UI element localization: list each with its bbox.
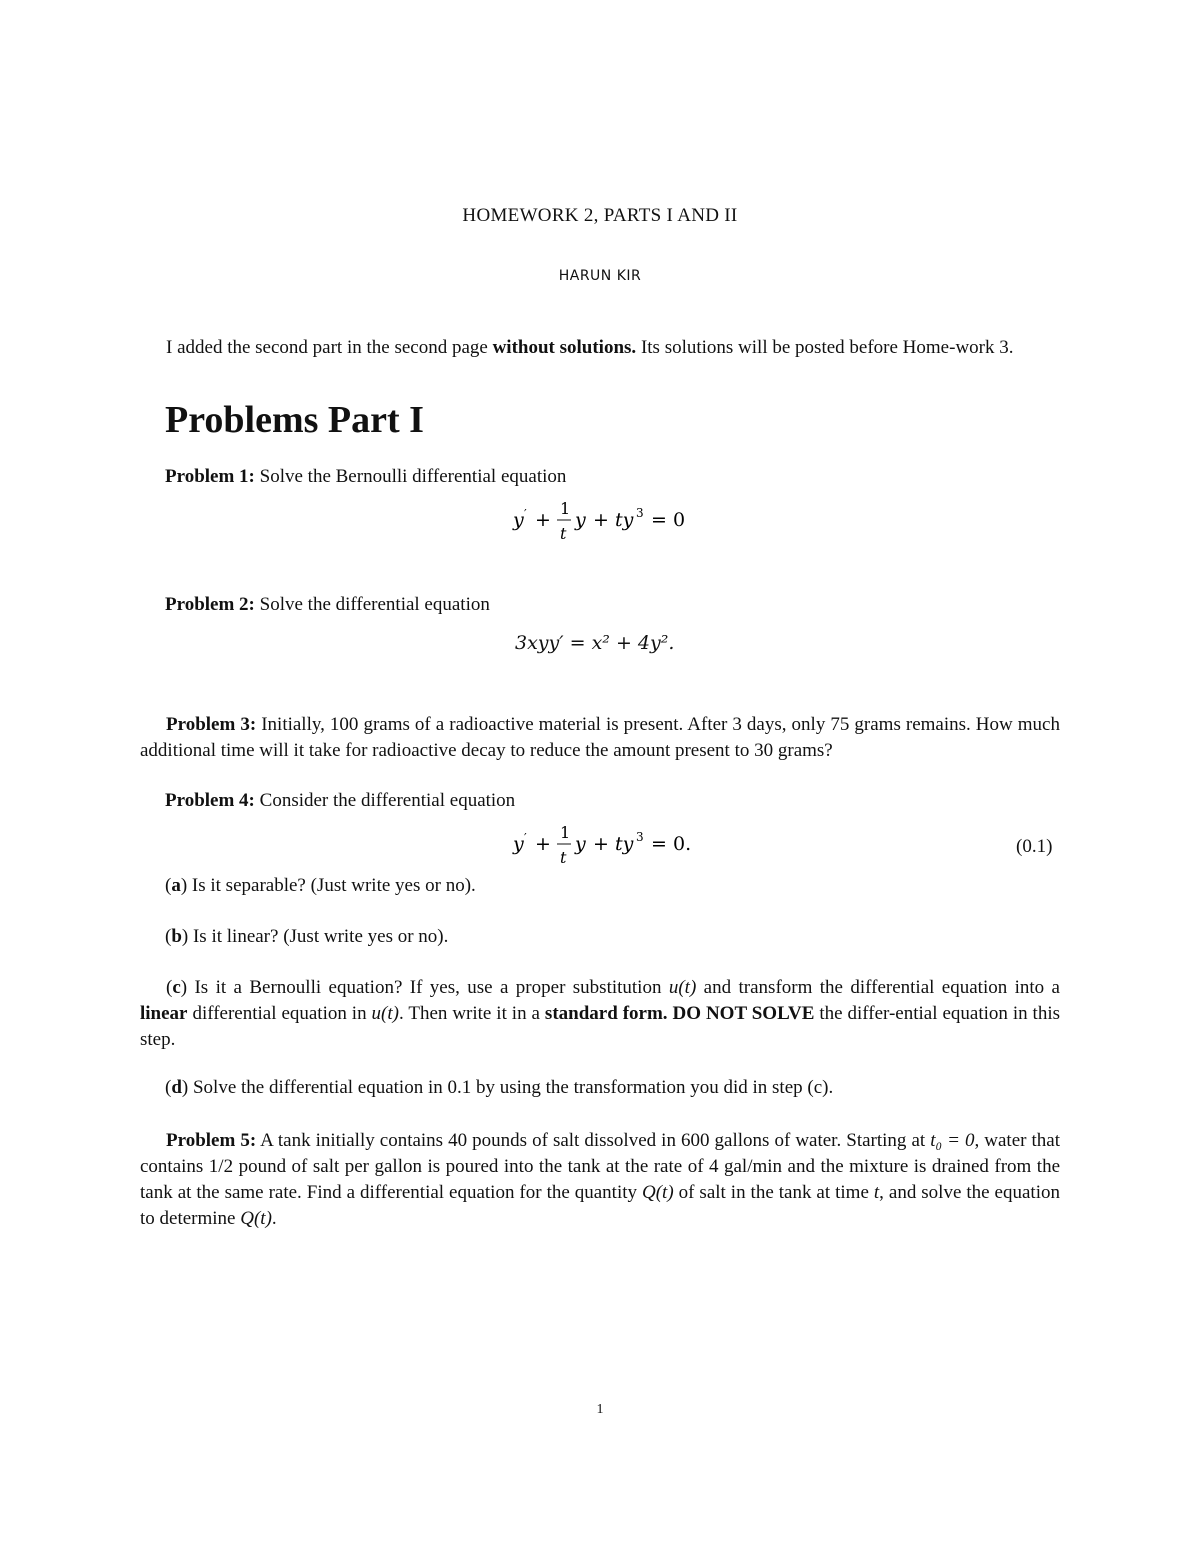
svg-text:ty: ty: [615, 509, 634, 531]
page-number: 1: [596, 1402, 604, 1417]
bernoulli-equation-4: [505, 818, 695, 872]
equation-2: 3xyy′ = x² + 4y².: [515, 632, 675, 654]
problem-3: Problem 3: Initially, 100 grams of a radioactive material is present. After 3 days, only 75 grams remains. How much additional time will it take for radioactive decay to reduce the amount present to 30 grams?: [140, 714, 1060, 761]
svg-text:y: y: [575, 509, 586, 531]
author-name: HARUN KIR: [558, 268, 642, 284]
svg-text:=: =: [651, 509, 667, 531]
svg-text:y: y: [513, 833, 524, 855]
svg-text:3: 3: [636, 506, 644, 520]
svg-text:y: y: [513, 509, 524, 531]
svg-text:+: +: [593, 509, 609, 531]
svg-text:1: 1: [560, 823, 571, 842]
problem-4: Problem 4: Consider the differential equation: [165, 790, 516, 811]
problem-4c: (c) Is it a Bernoulli equation? If yes, use a proper substitution u(t) and transform the differential equation into a linear differential equation in u(t). Then write it in a standard form. DO NOT SOLVE the differ-ential equation in this step.: [140, 977, 1060, 1050]
problem-1: Problem 1: Solve the Bernoulli differential equation: [165, 466, 567, 487]
document-title: HOMEWORK 2, PARTS I AND II: [462, 205, 738, 226]
svg-text:ty: ty: [615, 833, 634, 855]
svg-text:t: t: [560, 524, 567, 543]
problem-4a: (a) Is it separable? (Just write yes or no).: [165, 875, 476, 896]
svg-text:1: 1: [560, 499, 571, 518]
section-title: Problems Part I: [165, 399, 424, 441]
svg-text:+: +: [535, 833, 551, 855]
problem-4b: (b) Is it linear? (Just write yes or no).: [165, 926, 449, 947]
svg-text:=: =: [651, 833, 667, 855]
svg-text:0: 0: [673, 509, 686, 531]
svg-text:y: y: [575, 833, 586, 855]
svg-text:t: t: [560, 848, 567, 867]
svg-text:′: ′: [524, 507, 527, 521]
svg-text:+: +: [535, 509, 551, 531]
svg-text:3: 3: [636, 830, 644, 844]
problem-2: Problem 2: Solve the differential equation: [165, 594, 490, 615]
svg-text:′: ′: [524, 831, 527, 845]
problem-5: Problem 5: A tank initially contains 40 pounds of salt dissolved in 600 gallons of water. Starting at t₀ = 0, water that contains 1/2 pound of salt per gallon is poured into the tank at the rate of 4 gal/min and the mixture is drained from the tank at the same rate. Find a differential equation for the quantity Q(t) of salt in the tank at time t, and solve the equation to determine Q(t).: [140, 1130, 1060, 1229]
problem-4d: (d) Solve the differential equation in 0.1 by using the transformation you did in step (c).: [165, 1077, 834, 1098]
svg-text:+: +: [593, 833, 609, 855]
bernoulli-equation-1: [505, 494, 695, 548]
equation-number: (0.1): [1016, 836, 1053, 857]
intro-paragraph: I added the second part in the second page without solutions. Its solutions will be posted before Home-work 3.: [166, 337, 1014, 358]
svg-text:0.: 0.: [673, 833, 692, 855]
